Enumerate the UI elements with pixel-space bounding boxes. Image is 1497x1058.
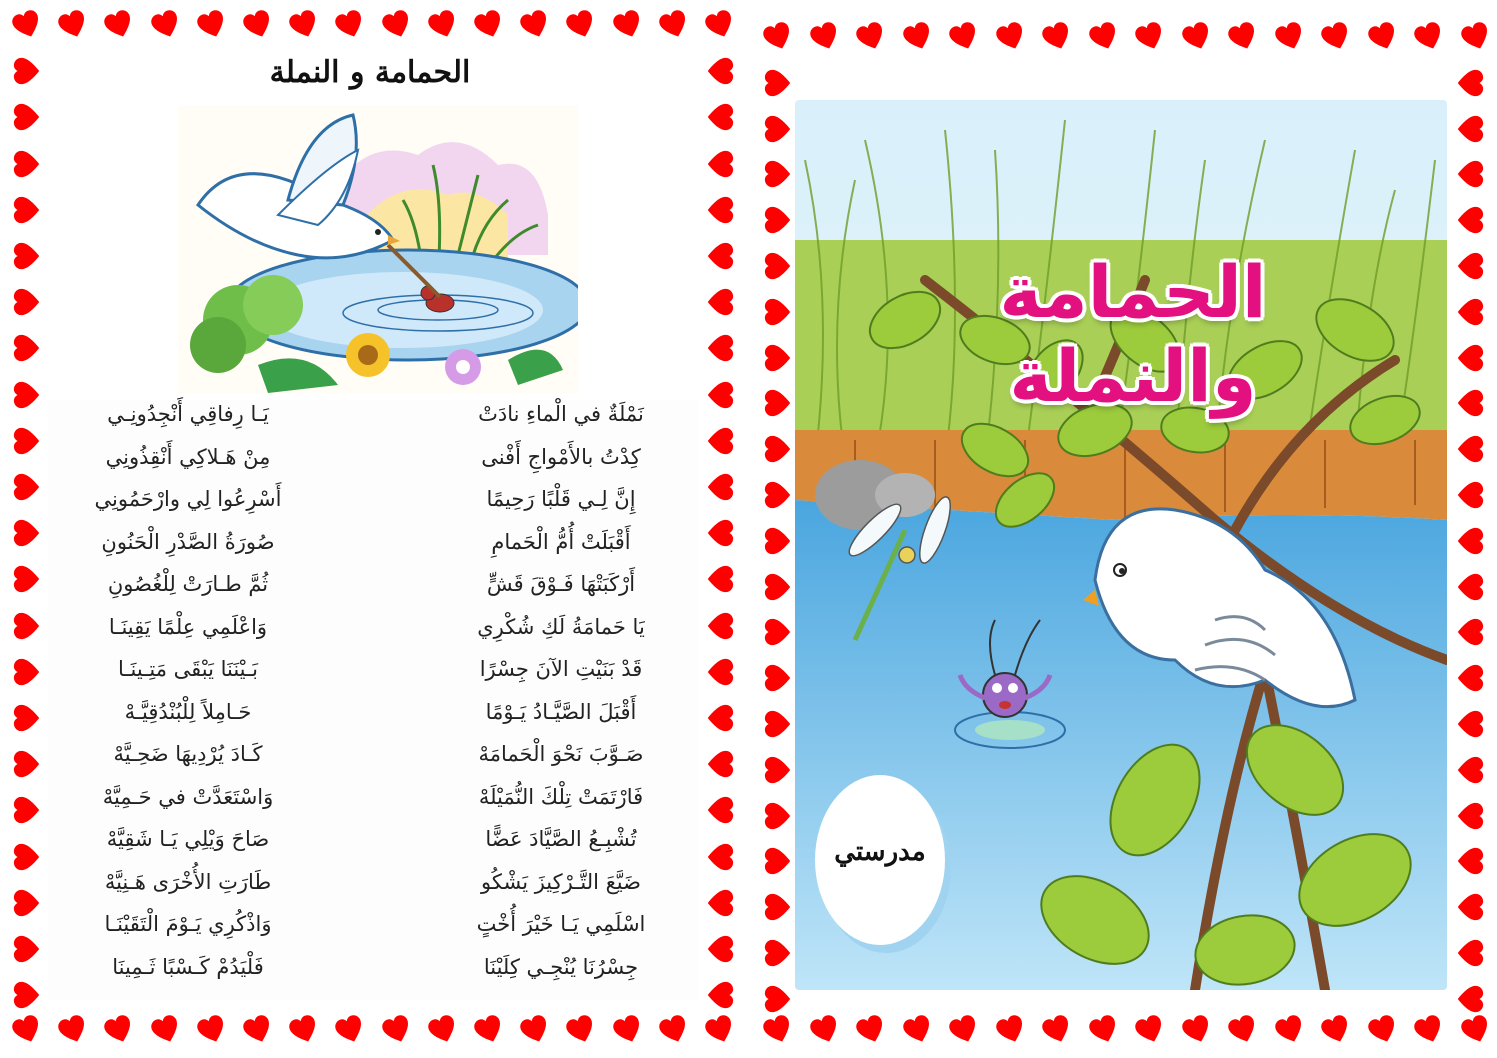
poem-verse-row <box>48 955 698 993</box>
poem-verse-row <box>48 657 698 695</box>
poem-verse-row <box>48 530 698 568</box>
verse-second-half: أَسْرِعُوا لِي وارْحَمُونِي <box>94 487 282 511</box>
verse-second-half: حَـامِلاً لِلْبُنْدُقِيَّـهْ <box>124 699 252 724</box>
verse-first-half: فَارْتَمَتْ تِلْكَ النُّمَيْلَهْ <box>478 784 644 809</box>
verse-first-half: نَمْلَةٌ في الْماءِ نادَتْ <box>478 402 644 426</box>
poem-verse-row <box>48 700 698 738</box>
verse-second-half: فَلْيَدُمْ كَـسْبًا ثَـمِينَا <box>112 954 264 979</box>
poem-verse-row <box>48 615 698 653</box>
verse-first-half: أَرْكَبَتْهَا فَـوْقَ قَشٍّ <box>486 572 636 596</box>
poem-verse-row <box>48 445 698 483</box>
right-page <box>752 0 1497 1058</box>
left-page <box>0 0 745 1058</box>
verse-second-half: مِنْ هَـلاكِي أَنْقِذُونِي <box>105 444 271 469</box>
verse-second-half: طَارَتِ الأُخْرَى هَـنِيَّهْ <box>104 869 272 894</box>
verse-first-half: قَدْ بَنَيْتِ الآنَ جِسْرًا <box>479 657 643 681</box>
verse-second-half: وَاسْتَعَدَّتْ في حَـمِيَّهْ <box>102 784 274 809</box>
poem-title: الحمامة و النملة <box>269 55 471 90</box>
verse-second-half: يَـا رِفاقِي أَنْجِدُونِـي <box>107 402 269 426</box>
poem-block <box>48 400 698 1000</box>
poem-verse-row <box>48 487 698 525</box>
poem-verse-row <box>48 572 698 610</box>
school-label: مدرستي <box>834 837 926 867</box>
verse-first-half: إِنَّ لِـي قَلْبًا رَحِيمًا <box>486 487 636 511</box>
verse-first-half: اسْلَمِي يَـا خَيْرَ أُخْتٍ <box>476 912 646 936</box>
verse-second-half: وَاذْكُرِي يَـوْمَ الْتَقَيْنَـا <box>104 912 272 936</box>
poem-verse-row <box>48 785 698 823</box>
verse-second-half: صُورَةُ الصَّدْرِ الْحَنُونِ <box>101 529 275 554</box>
verse-first-half: أَقْبَلَ الصَّيَّـادُ يَـوْمًا <box>485 699 637 724</box>
cover-title: الحمامة والنملة <box>999 250 1267 418</box>
verse-first-half: ضَيَّعَ التَّـرْكِيزَ يَشْكُو <box>481 869 641 894</box>
verse-first-half: جِسْرُنَا يُنْجِـي كِلَيْنَا <box>483 954 639 979</box>
verse-first-half: أَقْبَلَتْ أُمُّ الْحَمامِ <box>491 529 631 554</box>
verse-first-half: صَـوَّبَ نَحْوَ الْحَمامَهْ <box>478 742 644 766</box>
verse-first-half: كِدْتُ بالأَمْواجِ أَفْنى <box>481 444 641 469</box>
verse-first-half: تُشْبِـعُ الصَّيَّادَ عَضًّا <box>485 827 637 851</box>
verse-second-half: وَاعْلَمِي عِلْمًا يَقِينَـا <box>108 614 268 639</box>
verse-first-half: يَا حَمامَةُ لَكِ شُكْرِي <box>477 614 645 639</box>
verse-second-half: صَاحَ وَيْلِي يَـا شَقِيَّهْ <box>106 827 270 851</box>
poem-verse-row <box>48 912 698 950</box>
poem-verse-row <box>48 870 698 908</box>
cover-illustration <box>795 100 1447 990</box>
school-badge <box>815 775 945 945</box>
poem-verse-row <box>48 827 698 865</box>
poem-verse-row <box>48 402 698 440</box>
verse-second-half: كَـادَ يُرْدِيهَا ضَحِـيَّهْ <box>113 742 263 766</box>
poem-verse-row <box>48 742 698 780</box>
poem-illustration <box>178 105 578 393</box>
verse-second-half: ثُمَّ طـارَتْ لِلْغُصُونِ <box>107 572 269 596</box>
verse-second-half: بَـيْنَنَا يَبْقَى مَتِـينَـا <box>117 657 259 681</box>
